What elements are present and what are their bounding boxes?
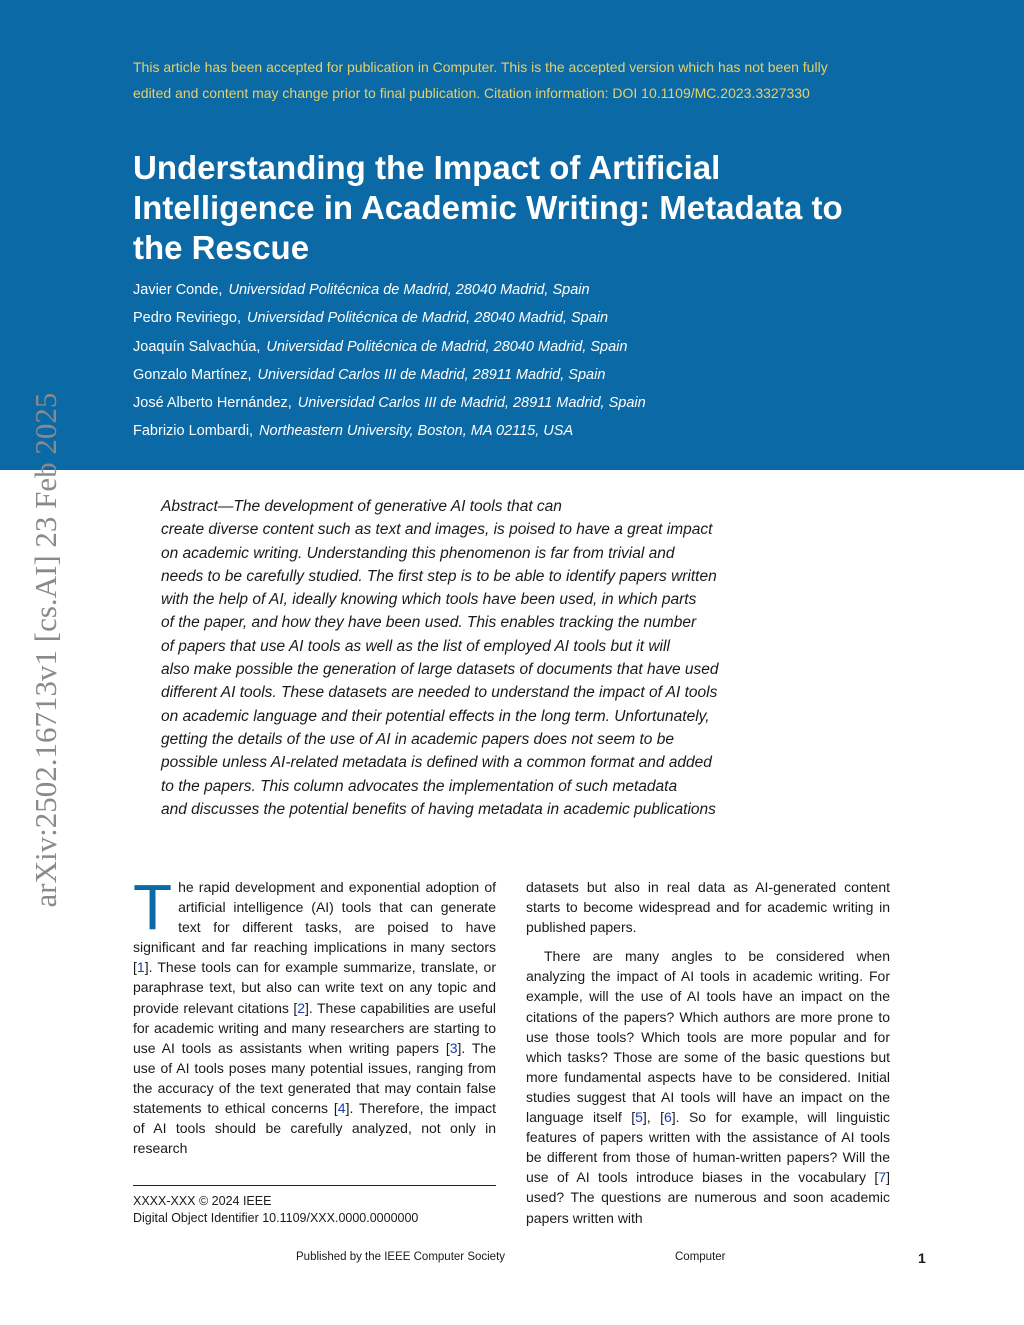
author-name: Javier Conde,: [133, 282, 223, 298]
abstract-line: different AI tools. These datasets are needed to understand the impact of AI tools: [161, 684, 718, 702]
author-affiliation: Universidad Politécnica de Madrid, 28040 Madrid, Spain: [247, 310, 609, 327]
abstract-line: of the paper, and how they have been used. This enables tracking the number: [161, 614, 697, 632]
publisher-footer: Published by the IEEE Computer Society: [296, 1251, 506, 1263]
citation-link-2[interactable]: 2: [297, 999, 306, 1016]
abstract-line: also make possible the generation of large datasets of documents that have used: [161, 661, 719, 679]
body-text: ]. Therefore, the impact of AI tools should be carefully analyzed, not only in research: [133, 1100, 497, 1157]
paper-title: [133, 148, 913, 268]
author-entry: [133, 419, 913, 447]
notice-line: edited and content may change prior to final publication. Citation information: DOI 10.1109/MC.2023.3327330: [133, 85, 810, 101]
abstract-line: with the help of AI, ideally knowing which tools have been used, in which parts: [161, 591, 697, 609]
author-entry: [133, 391, 913, 419]
citation-link-7[interactable]: 7: [878, 1169, 887, 1186]
copyright-line: XXXX-XXX © 2024 IEEE: [133, 1194, 272, 1208]
doi-line: Digital Object Identifier 10.1109/XXX.0000.0000000: [133, 1211, 419, 1225]
page-number: 1: [918, 1250, 926, 1266]
author-name: Fabrizio Lombardi,: [133, 423, 254, 440]
body-column-right: [526, 877, 890, 1228]
author-entry: [133, 335, 913, 363]
footnote: [133, 1193, 496, 1227]
author-affiliation: Universidad Politécnica de Madrid, 28040 Madrid, Spain: [228, 282, 590, 298]
author-affiliation: Universidad Carlos III de Madrid, 28911 Madrid, Spain: [257, 366, 606, 383]
magazine-footer: Computer: [675, 1251, 726, 1263]
abstract-line: and discusses the potential benefits of having metadata in academic publications: [161, 800, 716, 818]
author-entry: [133, 363, 913, 391]
author-affiliation: Universidad Politécnica de Madrid, 28040 Madrid, Spain: [266, 338, 628, 355]
body-text: ]. These tools can for example summarize, translate, or paraphrase text, but also can write text on any topic and provide relevant citations [: [133, 959, 496, 1016]
footnote-rule: [133, 1185, 496, 1186]
title-line: Intelligence in Academic Writing: Metadata to: [133, 189, 843, 226]
author-list: [133, 278, 913, 448]
author-name: Pedro Reviriego,: [133, 310, 241, 327]
body-column-left: [133, 871, 497, 1158]
drop-cap: T: [133, 871, 173, 943]
author-entry: [133, 278, 913, 306]
header-banner: [0, 0, 1024, 470]
abstract-line: on academic language and their potential effects in the long term. Unfortunately,: [161, 707, 710, 725]
body-text: ]. So for example, will linguistic features of papers written with the assistance of AI tools be different from those of human-written papers? Will the use of AI tools introduce biases in the vocabulary [: [526, 1109, 890, 1186]
citation-link-4[interactable]: 4: [337, 1100, 346, 1117]
abstract: [161, 495, 786, 821]
author-name: Joaquín Salvachúa,: [133, 338, 261, 355]
body-paragraph: [526, 946, 890, 1227]
author-affiliation: Northeastern University, Boston, MA 02115, USA: [259, 423, 574, 440]
citation-link-6[interactable]: 6: [663, 1109, 672, 1126]
acceptance-notice: [133, 54, 913, 106]
author-name: José Alberto Hernández,: [133, 395, 292, 412]
body-paragraph: datasets but also in real data as AI-generated content starts to become widespread and for academic writing in published papers.: [526, 879, 890, 936]
citation-link-5[interactable]: 5: [635, 1109, 643, 1126]
arxiv-stamp: arXiv:2502.16713v1 [cs.AI] 23 Feb 2025: [28, 392, 63, 908]
title-line: Understanding the Impact of Artificial: [133, 149, 721, 186]
title-line: the Rescue: [133, 229, 310, 266]
citation-link-1[interactable]: 1: [136, 959, 145, 976]
abstract-line: Abstract—The development of generative AI tools that can: [161, 498, 562, 515]
citation-link-3[interactable]: 3: [449, 1039, 458, 1056]
body-text: There are many angles to be considered when analyzing the impact of AI tools in academic writing. For example, will the use of AI tools have an impact on the citations of the papers? Which authors are more prone to use those tools? Which tools are more popular and for which tasks? Those are some of the basic questions but more fundamental aspects have to be considered. Initial studies suggest that AI tools will have an impact on the language itself [: [526, 948, 890, 1126]
body-text: ]. These capabilities are useful for academic writing and many researchers are starting to use AI tools as assistants when writing papers [: [133, 999, 496, 1056]
abstract-line: of papers that use AI tools as well as the list of employed AI tools but it will: [161, 637, 670, 655]
author-entry: [133, 306, 913, 334]
abstract-line: possible unless AI-related metadata is defined with a common format and added: [161, 754, 712, 772]
notice-line: This article has been accepted for publication in Computer. This is the accepted version which has not been fully: [133, 59, 828, 75]
body-text: ] used? The questions are numerous and soon academic papers written with: [526, 1169, 890, 1226]
body-text: ]. The use of AI tools poses many potential issues, ranging from the accuracy of the text generated that may contain false statements to ethical concerns [: [133, 1039, 496, 1117]
author-affiliation: Universidad Carlos III de Madrid, 28911 Madrid, Spain: [297, 395, 646, 412]
author-name: Gonzalo Martínez,: [133, 366, 252, 383]
body-text: he rapid development and exponential adoption of artificial intelligence (AI) tools that can generate text for different tasks, are poised to have significant and far reaching implications in many sectors [: [133, 879, 496, 976]
body-text: ], [: [642, 1109, 664, 1126]
abstract-line: on academic writing. Understanding this phenomenon is far from trivial and: [161, 544, 675, 562]
abstract-line: to the papers. This column advocates the implementation of such metadata: [161, 777, 678, 795]
abstract-line: needs to be carefully studied. The first step is to be able to identify papers written: [161, 567, 717, 585]
abstract-line: getting the details of the use of AI in academic papers does not seem to be: [161, 730, 674, 748]
body-paragraph: [133, 871, 497, 1158]
abstract-line: create diverse content such as text and images, is poised to have a great impact: [161, 521, 713, 539]
